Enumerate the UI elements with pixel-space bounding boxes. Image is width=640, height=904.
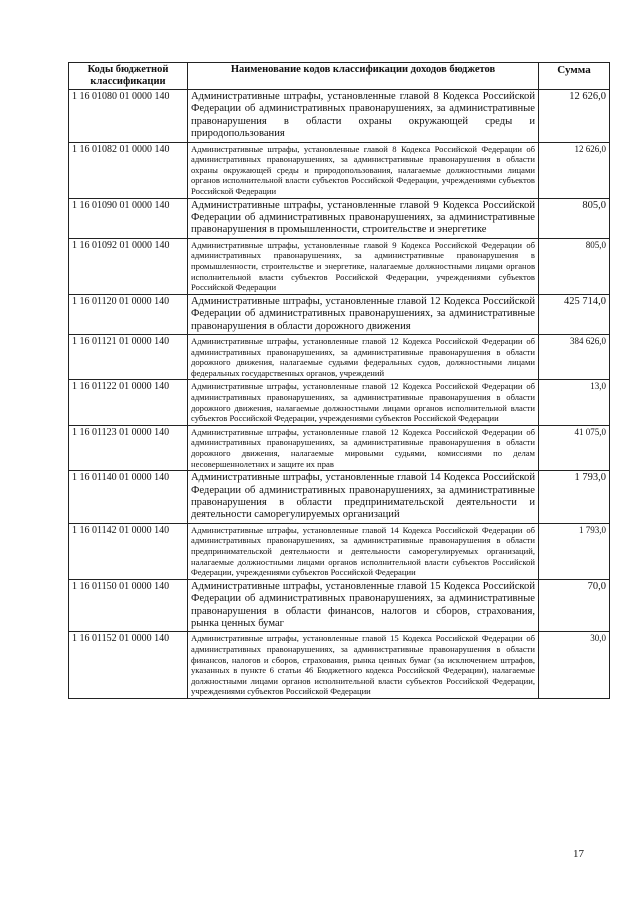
row-sum: 384 626,0 xyxy=(539,335,610,380)
row-sum: 12 626,0 xyxy=(539,142,610,198)
header-name: Наименование кодов классификации доходов бюджетов xyxy=(188,63,539,90)
row-code: 1 16 01123 01 0000 140 xyxy=(69,425,188,470)
table-body xyxy=(69,90,610,699)
table-row xyxy=(69,579,610,632)
row-code: 1 16 01092 01 0000 140 xyxy=(69,238,188,294)
row-name: Административные штрафы, установленные главой 12 Кодекса Российской Федерации об административных правонарушениях, за административные правонарушения в области дорожного движения, налагаемые судьями федеральных судов, должностными лицами федеральных государственных органов, учреждений xyxy=(188,335,539,380)
row-sum: 30,0 xyxy=(539,632,610,699)
table-row xyxy=(69,335,610,380)
row-sum: 1 793,0 xyxy=(539,523,610,579)
table-row xyxy=(69,90,610,143)
row-sum: 13,0 xyxy=(539,380,610,425)
row-code: 1 16 01142 01 0000 140 xyxy=(69,523,188,579)
header-sum: Сумма xyxy=(539,63,610,90)
table-row xyxy=(69,380,610,425)
row-sum: 805,0 xyxy=(539,238,610,294)
table-row xyxy=(69,471,610,524)
table-header-row xyxy=(69,63,610,90)
row-sum: 12 626,0 xyxy=(539,90,610,143)
row-name: Административные штрафы, установленные главой 14 Кодекса Российской Федерации об административных правонарушениях, за административные правонарушения в области предпринимательской деятельности и деятельности саморегулируемых организаций, налагаемые должностными лицами органов исполнительной власти субъектов Российской Федерации, учреждениями субъектов Российской Федерации xyxy=(188,523,539,579)
row-name: Административные штрафы, установленные главой 12 Кодекса Российской Федерации об административных правонарушениях, за административные правонарушения в области дорожного движения xyxy=(188,294,539,334)
table-row xyxy=(69,294,610,334)
row-name: Административные штрафы, установленные главой 8 Кодекса Российской Федерации об административных правонарушениях, за административные правонарушения в области охраны окружающей среды и природопользования, налагаемые должностными лицами органов исполнительной власти субъектов Российской Федерации, учреждениями субъектов Российской Федерации xyxy=(188,142,539,198)
row-name: Административные штрафы, установленные главой 9 Кодекса Российской Федерации об административных правонарушениях, за административные правонарушения в промышленности, строительстве и энергетике xyxy=(188,198,539,238)
row-code: 1 16 01150 01 0000 140 xyxy=(69,579,188,632)
row-code: 1 16 01122 01 0000 140 xyxy=(69,380,188,425)
table-row xyxy=(69,238,610,294)
table-row xyxy=(69,198,610,238)
row-sum: 425 714,0 xyxy=(539,294,610,334)
row-name: Административные штрафы, установленные главой 8 Кодекса Российской Федерации об административных правонарушениях, за административные правонарушения в области охраны окружающей среды и природопользования xyxy=(188,90,539,143)
budget-classification-table xyxy=(68,62,610,699)
row-code: 1 16 01152 01 0000 140 xyxy=(69,632,188,699)
row-name: Административные штрафы, установленные главой 14 Кодекса Российской Федерации об административных правонарушениях, за административные правонарушения в области предпринимательской деятельности и деятельности саморегулируемых организаций xyxy=(188,471,539,524)
page-number: 17 xyxy=(573,848,584,860)
row-sum: 70,0 xyxy=(539,579,610,632)
row-name: Административные штрафы, установленные главой 9 Кодекса Российской Федерации об административных правонарушениях, за административные правонарушения в промышленности, строительстве и энергетике, налагаемые должностными лицами органов исполнительной власти субъектов Российской Федерации, учреждениями субъектов Российской Федерации xyxy=(188,238,539,294)
header-codes: Коды бюджетной классификации xyxy=(69,63,188,90)
row-code: 1 16 01082 01 0000 140 xyxy=(69,142,188,198)
row-name: Административные штрафы, установленные главой 15 Кодекса Российской Федерации об административных правонарушениях, за административные правонарушения в области финансов, налогов и сборов, страхования, рынка ценных бумаг xyxy=(188,579,539,632)
table-row xyxy=(69,425,610,470)
row-name: Административные штрафы, установленные главой 12 Кодекса Российской Федерации об административных правонарушениях, за административные правонарушения в области дорожного движения, налагаемые мировыми судьями, комиссиями по делам несовершеннолетних и защите их прав xyxy=(188,425,539,470)
row-code: 1 16 01140 01 0000 140 xyxy=(69,471,188,524)
row-sum: 805,0 xyxy=(539,198,610,238)
row-name: Административные штрафы, установленные главой 12 Кодекса Российской Федерации об административных правонарушениях, за административные правонарушения в области дорожного движения, налагаемые должностными лицами органов исполнительной власти субъектов Российской Федерации, учреждениями субъектов Российской Федерации xyxy=(188,380,539,425)
table-row xyxy=(69,142,610,198)
table-row xyxy=(69,523,610,579)
row-code: 1 16 01120 01 0000 140 xyxy=(69,294,188,334)
row-code: 1 16 01080 01 0000 140 xyxy=(69,90,188,143)
row-name: Административные штрафы, установленные главой 15 Кодекса Российской Федерации об административных правонарушениях, за административные правонарушения в области финансов, налогов и сборов, страхования, рынка ценных бумаг (за исключением штрафов, указанных в пункте 6 статьи 46 Бюджетного кодекса Российской Федерации), налагаемые должностными лицами органов исполнительной власти субъектов Российской Федерации, учреждениями субъектов Российской Федерации xyxy=(188,632,539,699)
row-code: 1 16 01090 01 0000 140 xyxy=(69,198,188,238)
row-code: 1 16 01121 01 0000 140 xyxy=(69,335,188,380)
row-sum: 1 793,0 xyxy=(539,471,610,524)
row-sum: 41 075,0 xyxy=(539,425,610,470)
table-row xyxy=(69,632,610,699)
